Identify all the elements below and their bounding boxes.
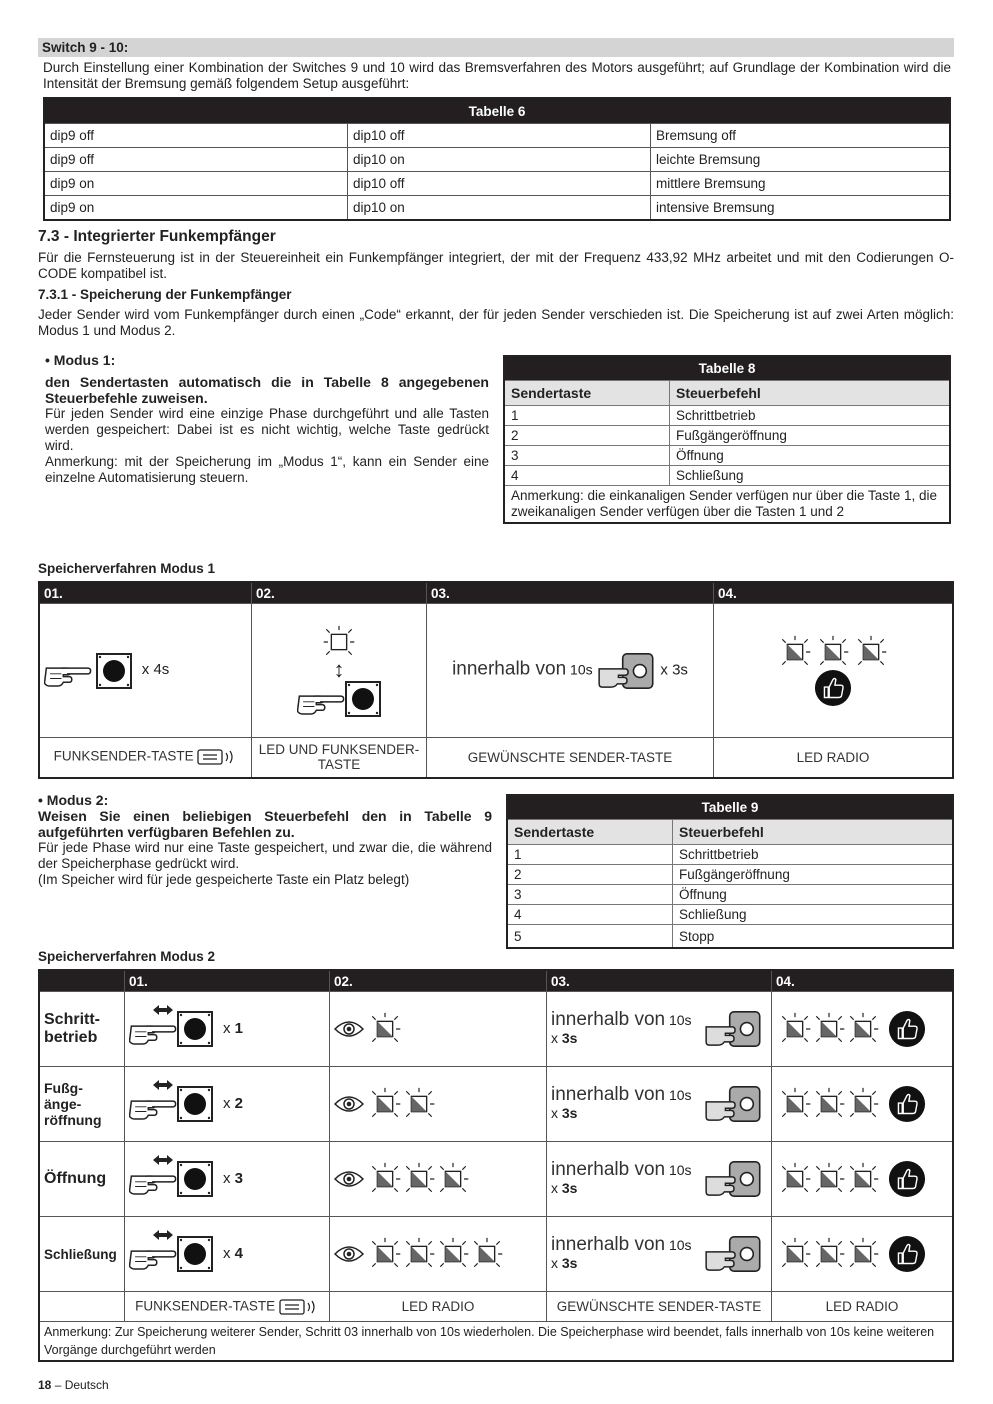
table-row	[504, 406, 950, 426]
eye-icon	[334, 1019, 364, 1039]
led-blink-icon	[778, 1012, 812, 1046]
led-blink-icon	[812, 1162, 846, 1196]
pointing-hand-icon	[129, 1238, 177, 1270]
table-cell: dip10 on	[348, 148, 651, 172]
step1-cell	[39, 604, 252, 738]
step1-cell	[125, 992, 330, 1067]
step-number: 04.	[714, 582, 954, 604]
table-cell: 2	[504, 426, 670, 446]
procedure-row	[39, 1217, 953, 1292]
table-cell: dip10 on	[348, 196, 651, 221]
table-cell: dip9 off	[44, 124, 348, 148]
step1-cell	[125, 1217, 330, 1292]
subsection-heading: 7.3.1 - Speicherung der Funkempfänger	[38, 287, 292, 302]
step-number-blank	[39, 970, 125, 992]
table-row	[504, 426, 950, 446]
led-blink-icon	[402, 1087, 436, 1121]
push-button-icon	[177, 1161, 213, 1197]
table-cell: mittlere Bremsung	[651, 172, 951, 196]
thumbs-up-icon	[888, 1235, 926, 1273]
led-blink-icon	[812, 1237, 846, 1271]
row-label: Schließung	[39, 1217, 125, 1292]
led-blink-icon	[846, 1087, 880, 1121]
modus2-note: (Im Speicher wird für jede gespeicherte Taste ein Platz belegt)	[38, 872, 410, 887]
step-caption: GEWÜNSCHTE SENDER-TASTE	[427, 738, 714, 778]
modus1-note: Anmerkung: mit der Speicherung im „Modus 1“, kann ein Sender eine einzelne Automatisierung steuern.	[45, 454, 489, 485]
procedure-row	[39, 1067, 953, 1142]
table-row	[507, 925, 953, 949]
table-9	[506, 794, 954, 949]
press-arrow-icon	[153, 1005, 173, 1015]
step-caption: LED UND FUNKSENDER-TASTE	[252, 738, 427, 778]
up-down-arrow-icon: ↕	[333, 656, 345, 682]
procedure-row	[39, 992, 953, 1067]
table6-title: Tabelle 6	[44, 98, 950, 124]
led-blink-icon	[812, 1087, 846, 1121]
table-cell: Schließung	[670, 466, 951, 486]
eye-icon	[334, 1169, 364, 1189]
subsection-text: Jeder Sender wird vom Funkempfänger durch einen „Code“ erkannt, der für jeden Sender verschieden ist. Die Speicherung ist auf zwei Arten möglich: Modus 1 und Modus 2.	[38, 307, 954, 338]
pointing-hand-icon	[129, 1088, 177, 1120]
remote-button-press-icon	[704, 1082, 764, 1126]
step3-cell: innerhalb von 10s x 3s	[547, 992, 772, 1067]
led-blink-icon	[368, 1162, 402, 1196]
procedure2-table	[38, 969, 954, 1362]
table-cell: dip9 off	[44, 148, 348, 172]
table-row	[507, 905, 953, 925]
page-number: 18	[38, 1378, 52, 1392]
table-cell: Bremsung off	[651, 124, 951, 148]
table-cell: Fußgängeröffnung	[673, 865, 954, 885]
remote-button-press-icon	[597, 649, 657, 693]
section-heading: 7.3 - Integrierter Funkempfänger	[38, 228, 276, 245]
table-row	[504, 466, 950, 486]
modus2-title: • Modus 2:	[38, 792, 109, 808]
step1-multiplier: x 4	[223, 1244, 244, 1262]
pointing-hand-icon	[44, 655, 92, 687]
push-button-icon	[177, 1236, 213, 1272]
led-blink-icon	[368, 1012, 402, 1046]
push-button-icon	[177, 1086, 213, 1122]
step4-cell	[772, 992, 954, 1067]
step-caption: GEWÜNSCHTE SENDER-TASTE	[547, 1292, 772, 1322]
section-text: Für die Fernsteuerung ist in der Steuereinheit ein Funkempfänger integriert, der mit der Frequenz 433,92 MHz arbeitet und mit den Codierungen O-CODE kompatibel ist.	[38, 250, 954, 281]
table-cell: dip10 off	[348, 172, 651, 196]
table-cell: dip10 off	[348, 124, 651, 148]
switch-text: Durch Einstellung einer Kombination der Switches 9 und 10 wird das Bremsverfahren des Motors ausgeführt; auf Grundlage der Kombination wird die Intensität der Bremsung gemäß folgendem Setup ausgeführt:	[43, 60, 951, 91]
table-row	[44, 172, 950, 196]
procedure2-title: Speicherverfahren Modus 2	[38, 949, 216, 964]
table-cell: dip9 on	[44, 172, 348, 196]
step-caption: FUNKSENDER-TASTE	[39, 738, 252, 778]
led-blink-icon	[846, 1012, 880, 1046]
table-6	[43, 97, 951, 221]
pointing-hand-icon	[129, 1163, 177, 1195]
remote-button-press-icon	[704, 1007, 764, 1051]
led-blink-icon	[402, 1237, 436, 1271]
step2-cell	[330, 992, 547, 1067]
thumbs-up-icon	[888, 1085, 926, 1123]
step4-cell	[714, 604, 954, 738]
eye-icon	[334, 1244, 364, 1264]
step1-multiplier: x 2	[223, 1094, 244, 1112]
thumbs-up-icon	[814, 669, 852, 707]
step-caption: LED RADIO	[772, 1292, 954, 1322]
step4-cell	[772, 1217, 954, 1292]
caption-blank	[39, 1292, 125, 1322]
modus2-block	[38, 792, 492, 888]
press-arrow-icon	[153, 1230, 173, 1240]
table9-title: Tabelle 9	[507, 795, 953, 820]
table-cell: intensive Bremsung	[651, 196, 951, 221]
table-header: Steuerbefehl	[673, 820, 954, 845]
step1-multiplier: x 4s	[141, 661, 170, 679]
led-blink-icon	[436, 1162, 470, 1196]
table-header: Steuerbefehl	[670, 381, 951, 406]
modus1-text: Für jeden Sender wird eine einzige Phase durchgeführt und alle Tasten werden gespeichert: Dabei ist es nicht wichtig, welche Taste gedrückt wird.	[45, 406, 489, 453]
step2-cell	[330, 1217, 547, 1292]
step4-cell	[772, 1067, 954, 1142]
modus1-block	[45, 352, 489, 486]
thumbs-up-icon	[888, 1160, 926, 1198]
table-cell: Stopp	[673, 925, 954, 949]
table-cell: Schließung	[673, 905, 954, 925]
push-button-icon	[96, 653, 132, 689]
table-cell: 2	[507, 865, 673, 885]
table-cell: Schrittbetrieb	[670, 406, 951, 426]
transmitter-icon	[279, 1298, 319, 1316]
procedure1-table	[38, 581, 954, 779]
led-blink-icon	[368, 1237, 402, 1271]
remote-button-press-icon	[704, 1157, 764, 1201]
press-arrow-icon	[153, 1155, 173, 1165]
led-blink-icon	[846, 1162, 880, 1196]
table-header: Sendertaste	[504, 381, 670, 406]
procedure1-title: Speicherverfahren Modus 1	[38, 561, 216, 576]
step3-cell: innerhalb von 10s x 3s	[547, 1142, 772, 1217]
step3-cell: innerhalb von 10s x 3s	[547, 1217, 772, 1292]
page-footer: 18 – Deutsch	[38, 1378, 109, 1392]
step1-multiplier: x 3	[223, 1169, 244, 1187]
led-blink-icon	[470, 1237, 504, 1271]
table-row	[44, 196, 950, 221]
step3-cell	[427, 604, 714, 738]
step-number: 02.	[330, 970, 547, 992]
table-8	[503, 355, 951, 524]
push-button-icon	[345, 681, 381, 717]
modus2-text: Für jede Phase wird nur eine Taste gespeichert, und zwar die, die während der Speicherphase gedrückt wird.	[38, 840, 492, 871]
pointing-hand-icon	[297, 683, 345, 715]
led-blink-icon	[778, 635, 812, 669]
table-row	[504, 446, 950, 466]
table-cell: 3	[504, 446, 670, 466]
table-row	[507, 865, 953, 885]
table-cell: 1	[507, 845, 673, 865]
step-number: 03.	[427, 582, 714, 604]
procedure-row	[39, 1142, 953, 1217]
step4-cell	[772, 1142, 954, 1217]
table-row	[507, 845, 953, 865]
row-label: Öffnung	[39, 1142, 125, 1217]
table-cell: Öffnung	[673, 885, 954, 905]
table-cell: Öffnung	[670, 446, 951, 466]
row-label: Fußg- änge- röffnung	[39, 1067, 125, 1142]
step3-text: innerhalb von	[452, 658, 567, 680]
pointing-hand-icon	[129, 1013, 177, 1045]
page-language: Deutsch	[64, 1378, 109, 1392]
step3-cell: innerhalb von 10s x 3s	[547, 1067, 772, 1142]
step1-multiplier: x 1	[223, 1019, 244, 1037]
table-cell: 1	[504, 406, 670, 426]
modus1-title: • Modus 1:	[45, 352, 116, 368]
led-blink-icon	[778, 1087, 812, 1121]
step3-time: 10s	[570, 661, 593, 678]
row-label: Schritt- betrieb	[39, 992, 125, 1067]
thumbs-up-icon	[888, 1010, 926, 1048]
led-blink-icon	[402, 1162, 436, 1196]
led-blink-icon	[436, 1237, 470, 1271]
step-caption: LED RADIO	[330, 1292, 547, 1322]
table-cell: 5	[507, 925, 673, 949]
led-blink-icon	[816, 635, 850, 669]
led-blink-icon	[854, 635, 888, 669]
modus2-lead: Weisen Sie einen beliebigen Steuerbefehl den in Tabelle 9 aufgeführten verfügbaren Befehlen zu.	[38, 808, 492, 840]
table-cell: 4	[504, 466, 670, 486]
table-cell: Schrittbetrieb	[673, 845, 954, 865]
step2-cell	[252, 604, 427, 738]
step1-cell	[125, 1142, 330, 1217]
switch-heading: Switch 9 - 10:	[38, 38, 954, 57]
step-number: 02.	[252, 582, 427, 604]
table-row	[44, 124, 950, 148]
step3-multiplier: x 3s	[660, 661, 688, 679]
step-number: 04.	[772, 970, 954, 992]
led-blink-icon	[846, 1237, 880, 1271]
step-number: 01.	[125, 970, 330, 992]
step-number: 03.	[547, 970, 772, 992]
press-arrow-icon	[153, 1080, 173, 1090]
table-cell: dip9 on	[44, 196, 348, 221]
step2-cell	[330, 1142, 547, 1217]
table-cell: leichte Bremsung	[651, 148, 951, 172]
modus1-lead: den Sendertasten automatisch die in Tabelle 8 angegebenen Steuerbefehle zuweisen.	[45, 374, 489, 406]
table-row	[507, 885, 953, 905]
table-cell: Fußgängeröffnung	[670, 426, 951, 446]
table-header: Sendertaste	[507, 820, 673, 845]
step-number: 01.	[39, 582, 252, 604]
step-caption: FUNKSENDER-TASTE	[125, 1292, 330, 1322]
push-button-icon	[177, 1011, 213, 1047]
table-row	[44, 148, 950, 172]
step-caption: LED RADIO	[714, 738, 954, 778]
procedure2-note: Anmerkung: Zur Speicherung weiterer Sender, Schritt 03 innerhalb von 10s wiederholen. Die Speicherphase wird beendet, falls innerhalb von 10s keine weiteren Vorgänge durchgeführt werden	[39, 1322, 953, 1362]
step1-cell	[125, 1067, 330, 1142]
table8-note: Anmerkung: die einkanaligen Sender verfügen nur über die Taste 1, die zweikanaligen Sender verfügen über die Tasten 1 und 2	[504, 486, 950, 524]
led-icon	[322, 625, 356, 659]
eye-icon	[334, 1094, 364, 1114]
led-blink-icon	[812, 1012, 846, 1046]
led-blink-icon	[368, 1087, 402, 1121]
transmitter-icon	[197, 748, 237, 766]
remote-button-press-icon	[704, 1232, 764, 1276]
step2-cell	[330, 1067, 547, 1142]
table8-title: Tabelle 8	[504, 356, 950, 381]
led-blink-icon	[778, 1237, 812, 1271]
table-cell: 4	[507, 905, 673, 925]
led-blink-icon	[778, 1162, 812, 1196]
table-cell: 3	[507, 885, 673, 905]
